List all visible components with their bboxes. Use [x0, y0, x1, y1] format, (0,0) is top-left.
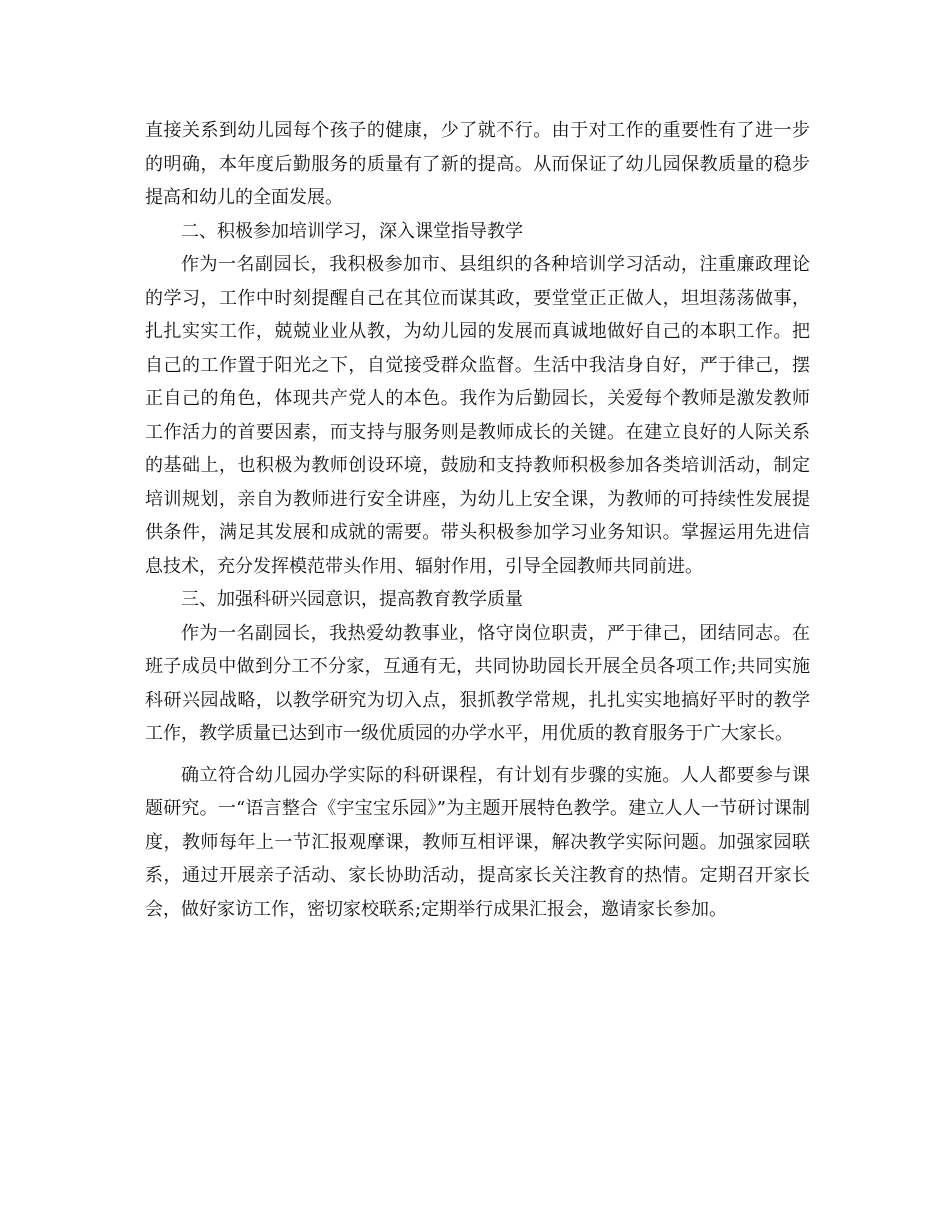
paragraph-gap — [145, 751, 810, 759]
section-heading-3: 三、加强科研兴园意识，提高教育教学质量 — [181, 589, 523, 610]
paragraph: 确立符合幼儿园办学实际的科研课程，有计划有步骤的实施。人人都要参与课题研究。一“语言整合《宇宝宝乐园》”为主题开展特色教学。建立人人一节研讨课制度，教师每年上一节汇报观摩课，教师互相评课，解决教学实际问题。加强家园联系，通过开展亲子活动、家长协助活动，提高家长关注教育的热情。定期召开家长会，做好家访工作，密切家校联系;定期举行成果汇报会，邀请家长参加。 — [145, 764, 810, 920]
paragraph-continuation: 直接关系到幼儿园每个孩子的健康，少了就不行。由于对工作的重要性有了进一步的明确，本年度后勤服务的质量有了新的提高。从而保证了幼儿园保教质量的稳步提高和幼儿的全面发展。 — [145, 120, 810, 208]
paragraph: 作为一名副园长，我积极参加市、县组织的各种培训学习活动，注重廉政理论的学习，工作中时刻提醒自己在其位而谋其政，要堂堂正正做人，坦坦荡荡做事，扎扎实实工作，兢兢业业从教，为幼儿园的发展而真诚地做好自己的本职工作。把自己的工作置于阳光之下，自觉接受群众监督。生活中我洁身自好，严于律己，摆正自己的角色，体现共产党人的本色。我作为后勤园长，关爱每个教师是激发教师工作活力的首要因素，而支持与服务则是教师成长的关键。在建立良好的人际关系的基础上，也积极为教师创设环境，鼓励和支持教师积极参加各类培训活动，制定培训规划，亲自为教师进行安全讲座，为幼儿上安全课，为教师的可持续性发展提供条件，满足其发展和成就的需要。带头积极参加学习业务知识。掌握运用先进信息技术，充分发挥模范带头作用、辐射作用，引导全园教师共同前进。 — [145, 254, 810, 577]
section-heading-2: 二、积极参加培训学习，深入课堂指导教学 — [181, 220, 523, 242]
document-body — [145, 114, 810, 926]
paragraph: 作为一名副园长，我热爱幼教事业，恪守岗位职责，严于律己，团结同志。在班子成员中做到分工不分家，互通有无，共同协助园长开展全员各项工作;共同实施科研兴园战略，以教学研究为切入点，狠抓教学常规，扎扎实实地搞好平时的教学工作，教学质量已达到市一级优质园的办学水平，用优质的教育服务于广大家长。 — [145, 622, 810, 744]
